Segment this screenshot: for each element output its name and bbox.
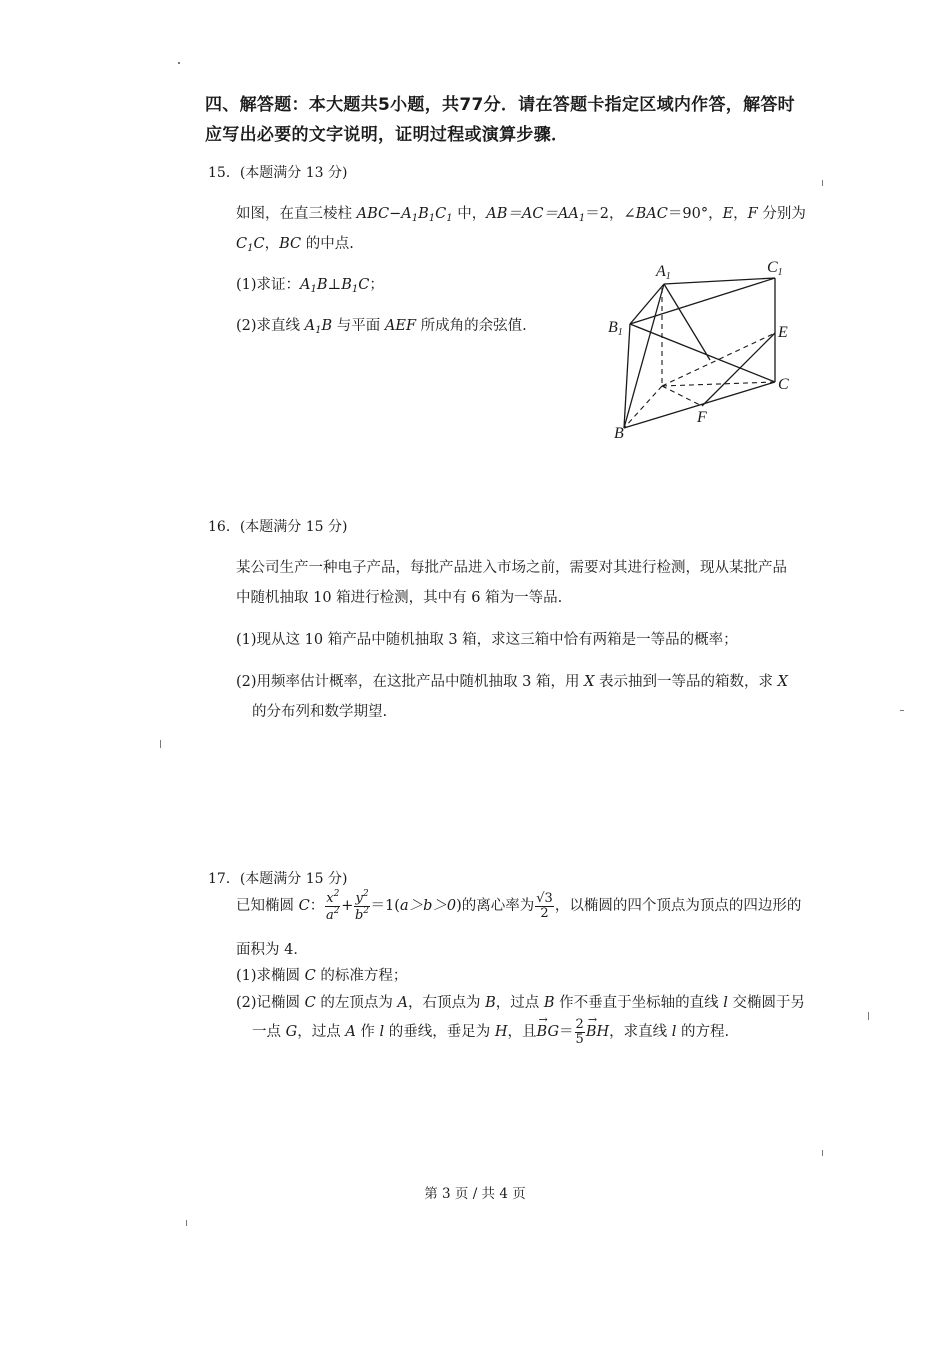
label-a1: A1 (656, 263, 671, 282)
vector-bh: → BH (586, 1024, 609, 1040)
q16-line2: 中随机抽取 10 箱进行检测，其中有 6 箱为一等品. (236, 590, 563, 606)
edge-b1b (624, 324, 630, 428)
label-c1: C1 (767, 259, 783, 278)
scan-speck (822, 1150, 823, 1156)
scan-speck (868, 1012, 869, 1020)
hidden-edge-ac (662, 382, 775, 386)
q16-line1: 某公司生产一种电子产品，每批产品进入市场之前，需要对其进行检测，现从某批产品 (236, 560, 787, 576)
page-footer: 第 3 页 / 共 4 页 (424, 1186, 526, 1202)
q17-line1: 已知椭圆 C： $\frac{x^2}{a^2}$ + $\frac{y^2}{b^2}$ ＝1(a＞b＞0)的离心率为 $\frac{√3}{2}$ ，以椭圆的四个顶点为顶点的四边形的 (236, 889, 802, 923)
label-f: F (697, 409, 707, 426)
q15-part1: (1)求证：$A_1B\perp B_1C$； (236, 277, 384, 295)
segment-ef (702, 333, 775, 406)
label-e: E (778, 324, 788, 341)
fraction-x2-a2: $\frac{x^2}{a^2}$ (326, 889, 340, 923)
q17-header: 17．(本题满分 15 分) (208, 871, 348, 887)
scan-speck (900, 710, 904, 711)
fraction-2-5: $\frac{2}{5}$ (575, 1017, 584, 1047)
q16-part2-line1: (2)用频率估计概率，在这批产品中随机抽取 3 箱，用 X 表示抽到一等品的箱数，求 X (236, 674, 788, 690)
q15-intro-line2: $C_1C$，BC 的中点. (236, 236, 354, 254)
label-b1: B1 (608, 319, 623, 338)
segment-b1c (630, 324, 775, 382)
q16-part2-line2: 的分布列和数学期望. (252, 704, 388, 720)
fraction-sqrt3-2: $\frac{√3}{2}$ (536, 891, 553, 921)
q17-line2: 面积为 4． (236, 942, 308, 958)
q15-header: 15．(本题满分 13 分) (208, 165, 348, 181)
section-title-line1: 四、解答题：本大题共5小题，共77分．请在答题卡指定区域内作答，解答时 (205, 95, 795, 115)
q15-part2: (2)求直线 $A_1B$ 与平面 AEF 所成角的余弦值. (236, 318, 527, 336)
q17-part2-line1: (2)记椭圆 C 的左顶点为 A，右顶点为 B，过点 B 作不垂直于坐标轴的直线 l 交椭圆于另 (236, 995, 805, 1011)
hidden-edge-af (662, 386, 702, 406)
scan-speck (160, 740, 161, 748)
scan-speck (822, 180, 823, 186)
edge-b1c1 (630, 278, 775, 324)
q16-part1: (1)现从这 10 箱产品中随机抽取 3 箱，求这三箱中恰有两箱是一等品的概率； (236, 632, 738, 648)
vector-bg: → BG (537, 1024, 560, 1040)
q17-part2-line2: 一点 G，过点 A 作 l 的垂线，垂足为 H，且→ BG＝ $\frac{2}{5}$ → BH，求直线 l 的方程. (252, 1018, 729, 1046)
section-title-line2: 应写出必要的文字说明，证明过程或演算步骤． (205, 125, 569, 145)
q16-header: 16．(本题满分 15 分) (208, 519, 348, 535)
label-c: C (778, 376, 789, 393)
scan-speck (186, 1220, 187, 1226)
prism-figure (600, 258, 810, 448)
q17-part1: (1)求椭圆 C 的标准方程； (236, 968, 408, 984)
fraction-y2-b2: $\frac{y^2}{b^2}$ (354, 889, 370, 923)
label-b: B (614, 425, 624, 442)
scan-speck (178, 62, 180, 64)
q15-intro-line1: 如图，在直三棱柱 $ABC-A_1B_1C_1$ 中，$AB=AC=AA_1=2$，∠BAC＝90°，E，F 分别为 (236, 206, 806, 224)
segment-a1-to-plane (664, 284, 710, 360)
